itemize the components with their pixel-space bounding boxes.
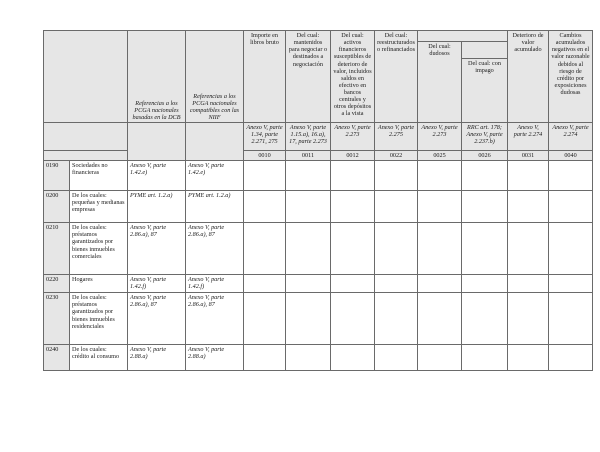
cell-0190-0012[interactable] xyxy=(331,161,375,191)
ref-col-0011: Anexo V, parte 1.15.a), 16.a), 17, parte 2.273 xyxy=(286,123,331,151)
table-row xyxy=(44,223,593,275)
cell-0190-0026[interactable] xyxy=(462,161,508,191)
cell-0210-0011[interactable] xyxy=(286,223,331,275)
cell-0220-0026[interactable] xyxy=(462,275,508,293)
cell-0230-0022[interactable] xyxy=(375,293,418,345)
cell-0210-0025[interactable] xyxy=(418,223,462,275)
row-ref-niif: Anexo V, parte 1.42.e) xyxy=(186,161,244,191)
row-ref-dcb: Anexo V, parte 2.86.a), 87 xyxy=(128,293,186,345)
cell-0210-0040[interactable] xyxy=(549,223,593,275)
cell-0210-0031[interactable] xyxy=(508,223,549,275)
row-code: 0190 xyxy=(44,161,70,191)
column-code-row xyxy=(44,151,593,161)
header-col-0025: Del cual: dudosos xyxy=(418,42,462,123)
row-ref-dcb: Anexo V, parte 1.42.e) xyxy=(128,161,186,191)
cell-0230-0010[interactable] xyxy=(244,293,286,345)
cell-0230-0026[interactable] xyxy=(462,293,508,345)
code-col-0040: 0040 xyxy=(549,151,593,161)
header-niif: Referencias a los PCGA nacionales compatibles con las NIIF xyxy=(186,31,244,123)
cell-0230-0012[interactable] xyxy=(331,293,375,345)
cell-0220-0010[interactable] xyxy=(244,275,286,293)
header-col-0026: Del cual: con impago xyxy=(462,59,508,123)
cell-0240-0031[interactable] xyxy=(508,345,549,371)
header-col-0022: Del cual: reestructurados o refinanciados xyxy=(375,31,418,123)
row-ref-niif: Anexo V, parte 2.86.a), 87 xyxy=(186,293,244,345)
cell-0190-0031[interactable] xyxy=(508,161,549,191)
ref-col-0022: Anexo V, parte 2.275 xyxy=(375,123,418,151)
row-ref-dcb: Anexo V, parte 2.88.a) xyxy=(128,345,186,371)
row-label: De los cuales: pequeñas y medianas empresas xyxy=(70,191,128,223)
cell-0240-0040[interactable] xyxy=(549,345,593,371)
code-col-0026: 0026 xyxy=(462,151,508,161)
cell-0240-0010[interactable] xyxy=(244,345,286,371)
cell-0230-0025[interactable] xyxy=(418,293,462,345)
cell-0200-0026[interactable] xyxy=(462,191,508,223)
reference-row-niif xyxy=(186,123,244,161)
header-dcb: Referencias a los PCGA nacionales basadas en la DCB xyxy=(128,31,186,123)
cell-0240-0025[interactable] xyxy=(418,345,462,371)
cell-0190-0040[interactable] xyxy=(549,161,593,191)
header-col-0012: Del cual: activos financieros susceptibles de deterioro de valor, incluidos saldos en efectivo en bancos centrales y otros depósitos a la vista xyxy=(331,31,375,123)
table-row xyxy=(44,275,593,293)
cell-0200-0010[interactable] xyxy=(244,191,286,223)
reference-row-dcb xyxy=(128,123,186,161)
cell-0200-0025[interactable] xyxy=(418,191,462,223)
corner-header xyxy=(44,31,128,123)
cell-0240-0012[interactable] xyxy=(331,345,375,371)
reference-row-corner xyxy=(44,123,128,151)
cell-0210-0010[interactable] xyxy=(244,223,286,275)
cell-0240-0022[interactable] xyxy=(375,345,418,371)
code-col-0022: 0022 xyxy=(375,151,418,161)
table-row xyxy=(44,161,593,191)
cell-0210-0012[interactable] xyxy=(331,223,375,275)
table-row xyxy=(44,345,593,371)
ref-col-0026: RRC art. 178; Anexo V, parte 2.237.b) xyxy=(462,123,508,151)
row-code: 0210 xyxy=(44,223,70,275)
ref-col-0031: Anexo V, parte 2.274 xyxy=(508,123,549,151)
code-col-0012: 0012 xyxy=(331,151,375,161)
cell-0200-0031[interactable] xyxy=(508,191,549,223)
row-label: De los cuales: préstamos garantizados por bienes inmuebles comerciales xyxy=(70,223,128,275)
cell-0190-0010[interactable] xyxy=(244,161,286,191)
cell-0220-0012[interactable] xyxy=(331,275,375,293)
row-ref-niif: PYME art. 1.2.a) xyxy=(186,191,244,223)
cell-0190-0011[interactable] xyxy=(286,161,331,191)
cell-0200-0012[interactable] xyxy=(331,191,375,223)
ref-col-0010: Anexo V, parte 1.34, parte 2.271, 275 xyxy=(244,123,286,151)
cell-0220-0025[interactable] xyxy=(418,275,462,293)
cell-0220-0022[interactable] xyxy=(375,275,418,293)
row-code: 0200 xyxy=(44,191,70,223)
cell-0210-0026[interactable] xyxy=(462,223,508,275)
header-group-top xyxy=(418,31,508,42)
cell-0210-0022[interactable] xyxy=(375,223,418,275)
row-ref-dcb: Anexo V, parte 1.42.f) xyxy=(128,275,186,293)
row-label: Sociedades no financieras xyxy=(70,161,128,191)
cell-0200-0011[interactable] xyxy=(286,191,331,223)
row-code: 0230 xyxy=(44,293,70,345)
cell-0230-0040[interactable] xyxy=(549,293,593,345)
cell-0200-0022[interactable] xyxy=(375,191,418,223)
row-ref-dcb: PYME art. 1.2.a) xyxy=(128,191,186,223)
code-col-0011: 0011 xyxy=(286,151,331,161)
row-ref-dcb: Anexo V, parte 2.86.a), 87 xyxy=(128,223,186,275)
row-label: De los cuales: préstamos garantizados por bienes inmuebles residenciales xyxy=(70,293,128,345)
ref-col-0025: Anexo V, parte 2.273 xyxy=(418,123,462,151)
row-ref-niif: Anexo V, parte 2.86.a), 87 xyxy=(186,223,244,275)
cell-0200-0040[interactable] xyxy=(549,191,593,223)
header-row-1 xyxy=(44,31,593,42)
table-row xyxy=(44,191,593,223)
row-label: De los cuales: crédito al consumo xyxy=(70,345,128,371)
row-label: Hogares xyxy=(70,275,128,293)
cell-0190-0022[interactable] xyxy=(375,161,418,191)
cell-0240-0026[interactable] xyxy=(462,345,508,371)
reference-row xyxy=(44,123,593,151)
code-col-0010: 0010 xyxy=(244,151,286,161)
header-col-0031: Deterioro de valor acumulado xyxy=(508,31,549,123)
row-ref-niif: Anexo V, parte 2.88.a) xyxy=(186,345,244,371)
cell-0220-0031[interactable] xyxy=(508,275,549,293)
row-code: 0240 xyxy=(44,345,70,371)
cell-0220-0040[interactable] xyxy=(549,275,593,293)
cell-0220-0011[interactable] xyxy=(286,275,331,293)
financial-report-table xyxy=(43,30,593,371)
header-col-0010: Importe en libros bruto xyxy=(244,31,286,123)
cell-0230-0031[interactable] xyxy=(508,293,549,345)
row-ref-niif: Anexo V, parte 1.42.f) xyxy=(186,275,244,293)
header-col-0026-top xyxy=(462,42,508,59)
code-col-0031: 0031 xyxy=(508,151,549,161)
table-row xyxy=(44,293,593,345)
code-col-0025: 0025 xyxy=(418,151,462,161)
column-code-corner xyxy=(44,151,128,161)
cell-0230-0011[interactable] xyxy=(286,293,331,345)
header-col-0040: Cambios acumulados negativos en el valor razonable debidos al riesgo de crédito por exposiciones dudosas xyxy=(549,31,593,123)
cell-0240-0011[interactable] xyxy=(286,345,331,371)
header-col-0011: Del cual: mantenidos para negociar o destinados a negociación xyxy=(286,31,331,123)
ref-col-0040: Anexo V, parte 2.274 xyxy=(549,123,593,151)
ref-col-0012: Anexo V, parte 2.273 xyxy=(331,123,375,151)
row-code: 0220 xyxy=(44,275,70,293)
cell-0190-0025[interactable] xyxy=(418,161,462,191)
